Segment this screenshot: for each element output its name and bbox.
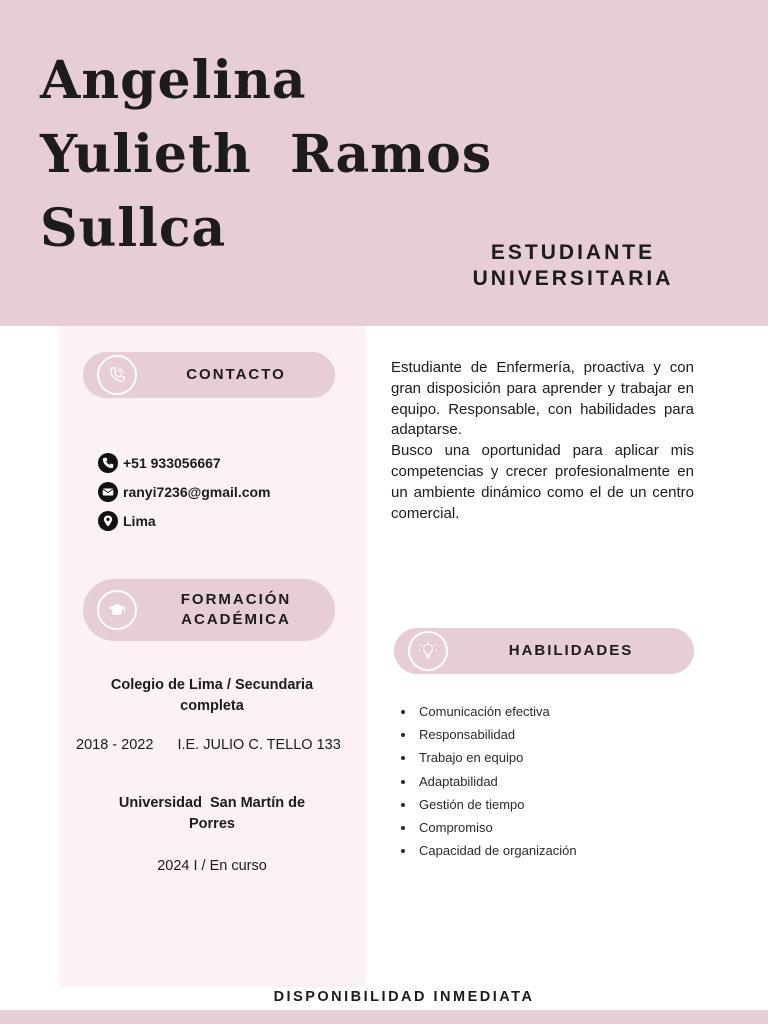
education-section-heading bbox=[83, 579, 335, 641]
profile-paragraph-2: Busco una oportunidad para aplicar mis competencias y crecer profesionalmente en un ambiente dinámico como el de un centro comercial. bbox=[391, 442, 694, 522]
availability-note: DISPONIBILIDAD INMEDIATA bbox=[273, 989, 535, 1005]
school-1-details bbox=[76, 737, 341, 753]
skills-heading-label bbox=[448, 628, 694, 674]
list-item: Capacidad de organización bbox=[400, 839, 577, 862]
candidate-name bbox=[40, 44, 492, 266]
contact-heading-label bbox=[137, 352, 335, 398]
contact-location bbox=[98, 506, 271, 535]
contact-list bbox=[98, 448, 271, 535]
name-line-2: Yulieth Ramos bbox=[40, 124, 493, 185]
school-2-title-line-2: Porres bbox=[189, 816, 235, 832]
school-2-title-line-1: Universidad San Martín de bbox=[118, 795, 306, 811]
skills-section-heading bbox=[394, 628, 694, 674]
education-heading-line-2: ACADÉMICA bbox=[181, 611, 291, 628]
contact-phone-text: +51 933056667 bbox=[123, 454, 221, 471]
school-1-years: 2018 - 2022 bbox=[76, 737, 154, 753]
lightbulb-icon bbox=[408, 631, 448, 671]
list-item: Trabajo en equipo bbox=[400, 746, 577, 769]
profile-paragraph-1: Estudiante de Enfermería, proactiva y con gran disposición para aprender y trabajar en equipo. Responsable, con habilidades para adaptarse. bbox=[391, 359, 694, 439]
school-1-title-line-1: Colegio de Lima / Secundaria bbox=[110, 677, 314, 693]
contact-section-heading bbox=[83, 352, 335, 398]
list-item: Responsabilidad bbox=[400, 723, 577, 746]
job-title bbox=[440, 240, 706, 292]
name-line-3: Sullca bbox=[40, 198, 227, 259]
name-line-1: Angelina bbox=[40, 50, 307, 111]
location-pin-icon bbox=[98, 511, 118, 531]
footer-band bbox=[0, 1010, 768, 1024]
phone-icon bbox=[97, 355, 137, 395]
education-heading-label bbox=[137, 579, 335, 641]
sidebar-panel bbox=[59, 326, 365, 987]
job-title-line-1: ESTUDIANTE bbox=[490, 241, 656, 264]
education-heading-line-1: FORMACIÓN bbox=[180, 591, 292, 608]
list-item: Gestión de tiempo bbox=[400, 793, 577, 816]
school-2-title bbox=[59, 793, 365, 835]
profile-summary bbox=[391, 358, 694, 524]
list-item: Compromiso bbox=[400, 816, 577, 839]
contact-email bbox=[98, 477, 271, 506]
mail-icon bbox=[98, 482, 118, 502]
contact-location-text: Lima bbox=[123, 512, 156, 529]
skills-heading-text: HABILIDADES bbox=[508, 642, 634, 659]
list-item: Comunicación efectiva bbox=[400, 700, 577, 723]
contact-email-text: ranyi7236@gmail.com bbox=[123, 483, 271, 500]
phone-icon bbox=[98, 453, 118, 473]
list-item: Adaptabilidad bbox=[400, 770, 577, 793]
header-band bbox=[0, 0, 768, 326]
school-1-institution: I.E. JULIO C. TELLO 133 bbox=[177, 737, 341, 753]
contact-heading-text: CONTACTO bbox=[186, 366, 286, 383]
skills-list bbox=[400, 700, 577, 862]
school-1-title bbox=[59, 675, 365, 717]
school-2-status: 2024 I / En curso bbox=[157, 858, 267, 874]
job-title-line-2: UNIVERSITARIA bbox=[472, 267, 674, 290]
school-1-title-line-2: completa bbox=[180, 698, 244, 714]
contact-phone bbox=[98, 448, 271, 477]
graduation-cap-icon bbox=[97, 590, 137, 630]
